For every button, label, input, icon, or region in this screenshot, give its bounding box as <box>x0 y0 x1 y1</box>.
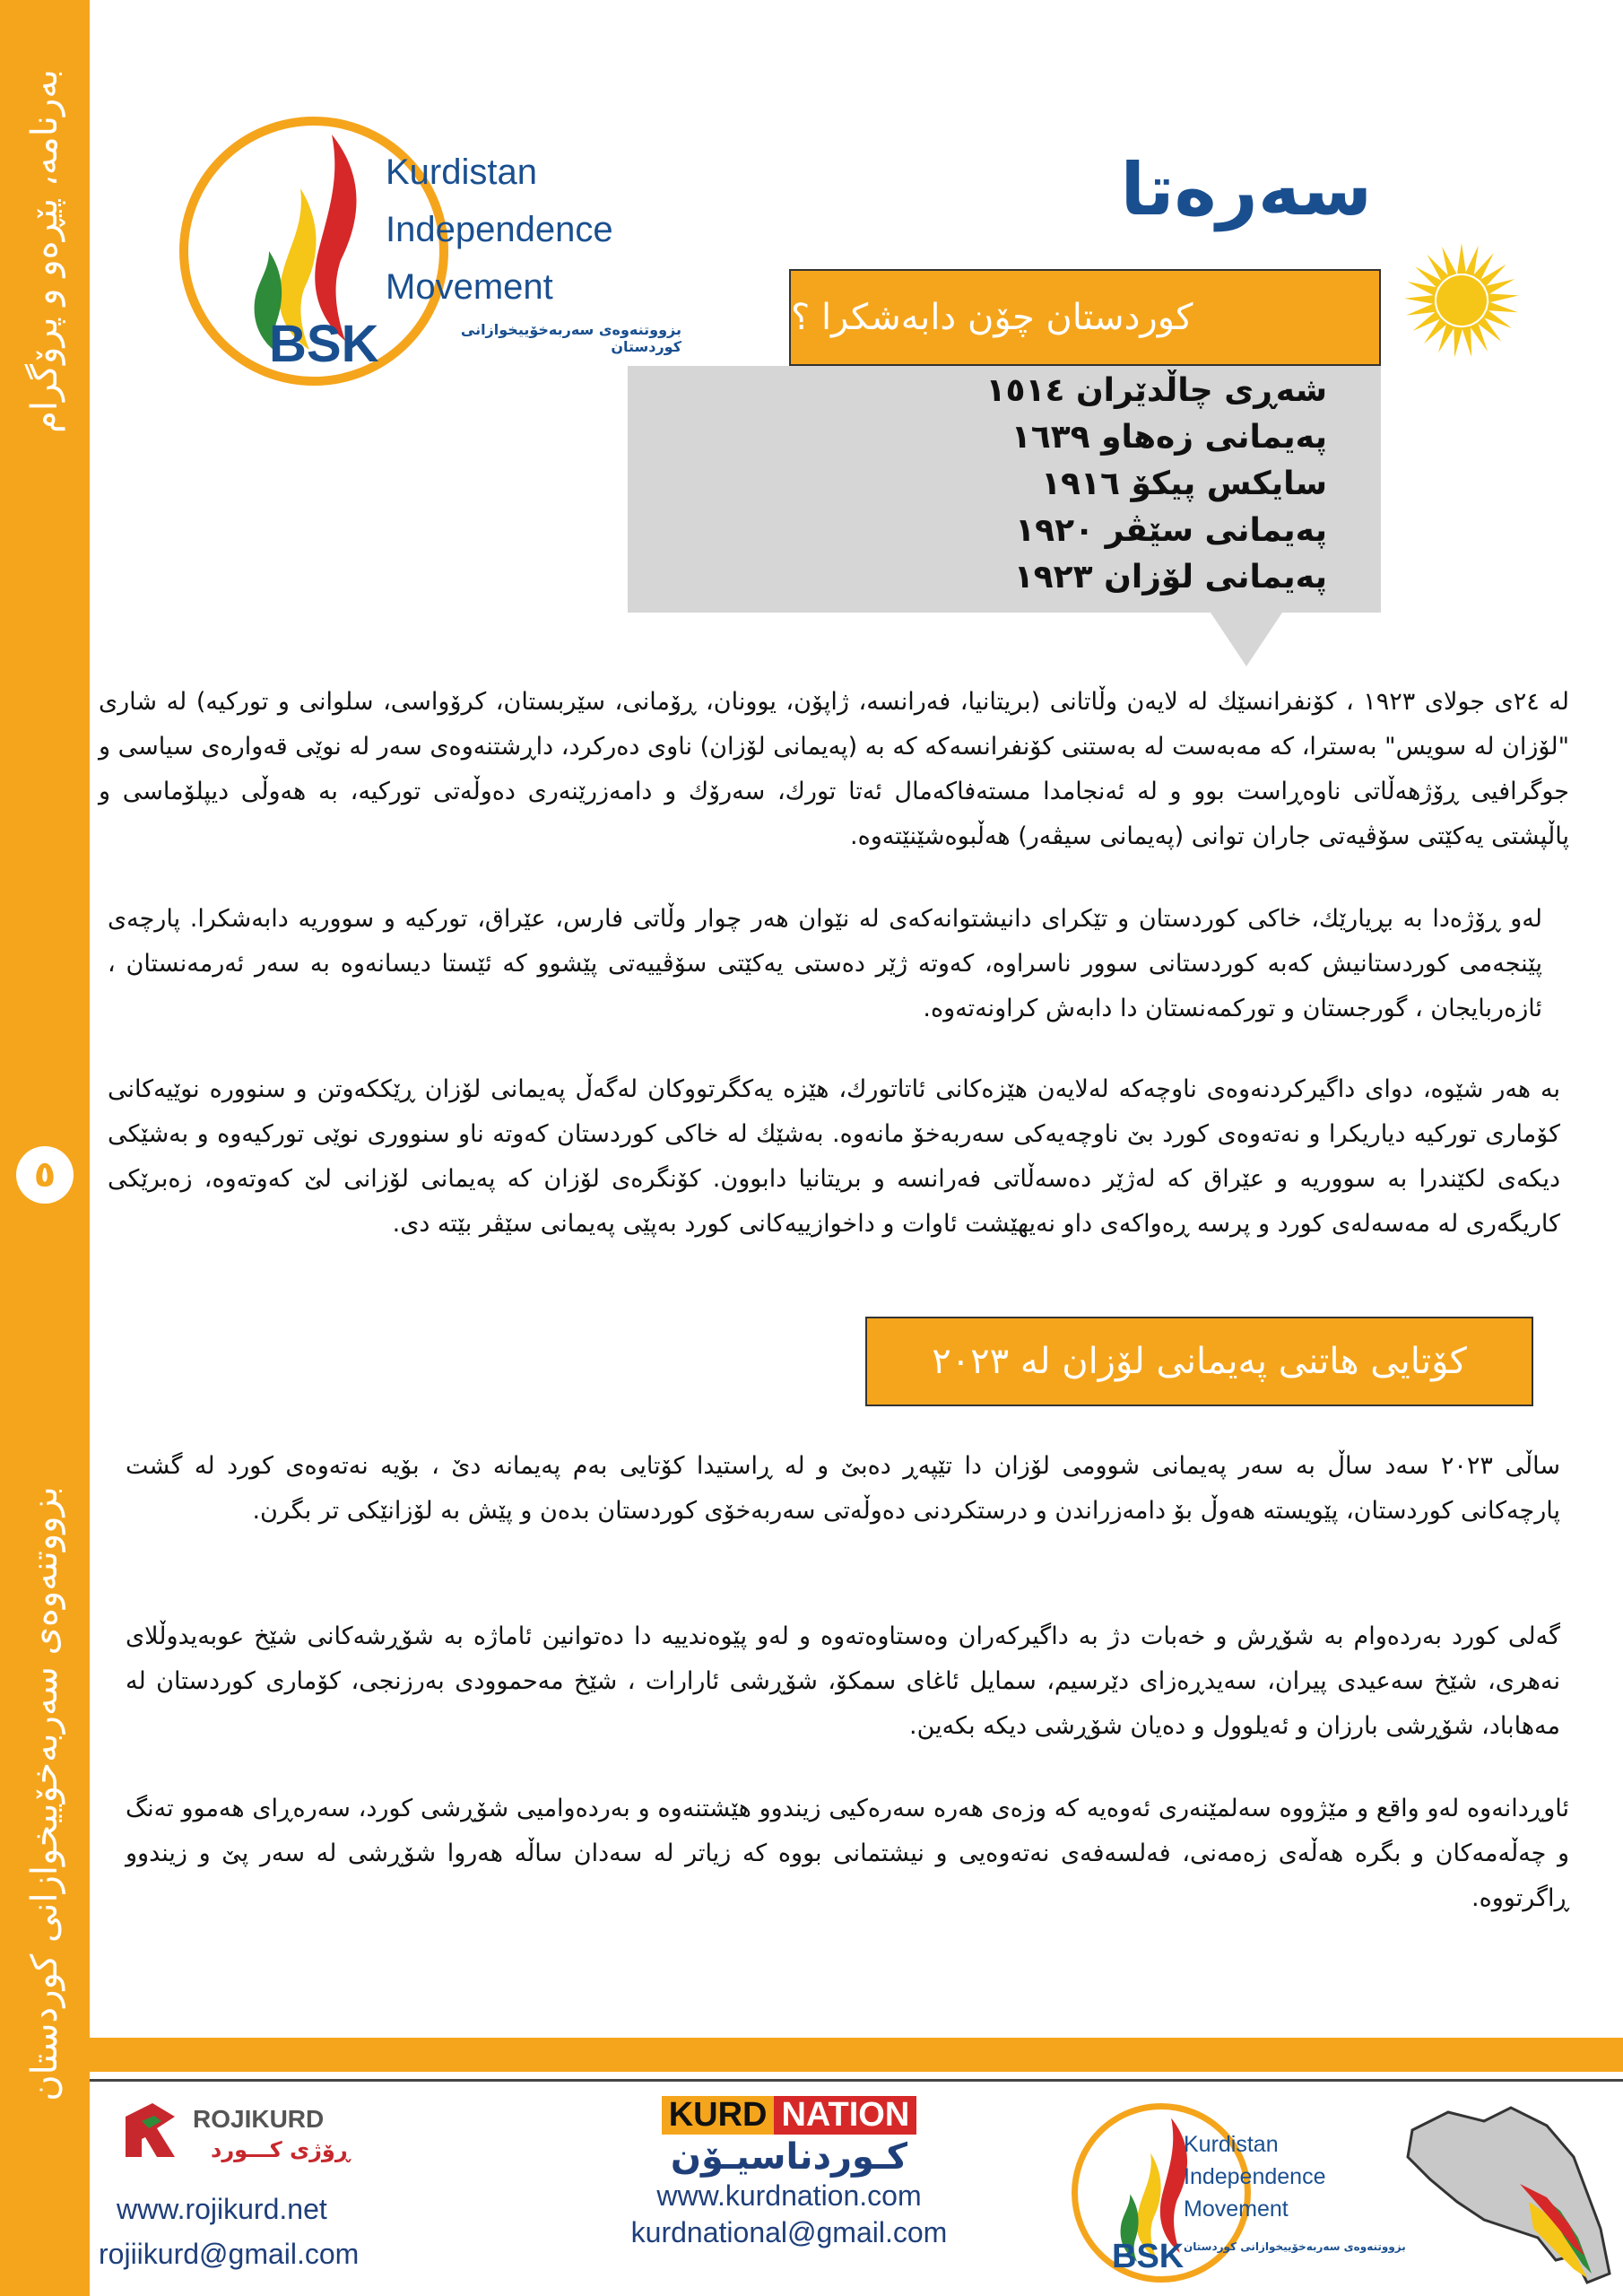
rojikurd-name: ROJIKURD <box>193 2105 325 2133</box>
rojikurd-logo-icon <box>108 2094 188 2175</box>
question-heading: کوردستان چۆن دابەشکرا ؟ <box>789 269 1381 366</box>
rojikurd-kurdish: ڕۆژی کـــورد <box>211 2137 351 2162</box>
rojikurd-email[interactable]: rojiikurd@gmail.com <box>99 2238 360 2270</box>
paragraph-2023: ساڵی ٢٠٢٣ سەد ساڵ بە سەر پەیمانی شوومی لۆزان دا تێپەڕ دەبێ و لە ڕاستیدا کۆتایی بەم پەیمانە دێ ، بۆیە نەتەوەی کورد لە گشت پارچەکانی کوردستان، پێویستە هەوڵ بۆ دامەزراندن و درستکردنی دەوڵەتی سەربەخۆی کوردستان بدەن و پێش بە لۆزانێکی تر بگرن. <box>126 1452 1560 1525</box>
treaty-item: پەیمانی زەهاو ١٦٣٩ <box>1011 419 1327 456</box>
callout-tail <box>1211 613 1282 666</box>
kurdistan-map-icon <box>1394 2094 1614 2296</box>
treaty-item: شەڕی چاڵدێران ١٥١٤ <box>985 372 1327 409</box>
treaty-item: سایکس پیکۆ ١٩١٦ <box>1041 465 1327 502</box>
kurdnation-email[interactable]: kurdnational@gmail.com <box>630 2216 948 2248</box>
rojikurd-website[interactable]: www.rojikurd.net <box>117 2193 327 2225</box>
footer-logo-bsk: BSK <box>1112 2238 1185 2275</box>
section-heading-end-of-lausanne: کۆتایی هاتنی پەیمانی لۆزان لە ٢٠٢٣ <box>865 1317 1533 1406</box>
logo-line3: Movement <box>386 267 553 307</box>
kurdnation-website[interactable]: www.kurdnation.com <box>656 2179 922 2212</box>
sidebar-bottom-text: بزووتنەوەی سەربەخۆییخوازانی کوردستان <box>24 1486 65 2101</box>
footer-logo-line3: Movement <box>1184 2196 1289 2222</box>
kurdnation-block <box>592 2094 986 2296</box>
footer-logo-line2: Independence <box>1184 2164 1326 2189</box>
logo-subtitle: بزووتنەوەی سەربەخۆییخوازانی کوردستان <box>460 321 681 355</box>
paragraph-partition: لەو ڕۆژەدا بە بڕیارێك، خاکی کوردستان و تێکرای دانیشتوانەکەی لە نێوان هەر چوار وڵاتی فارس، عێراق، تورکیە و سووریە دابەشکرا. پارچەی پێنجەمی کوردستانیش کەبە کوردستانی سوور ناسراوە، کەوتە ژێر دەستی یەکێتی سۆڤییەتی پێشوو کە ئێستا دیسانەوە بە سەر ئەرمەنستان ، ئازەربایجان ، گورجستان و تورکمەنستان دا دابەش کراونەتەوە. <box>108 905 1542 1022</box>
logo-bsk: BSK <box>269 315 379 373</box>
logo-line1: Kurdistan <box>386 152 537 192</box>
treaty-list <box>986 368 1327 601</box>
logo-wordmark <box>386 144 613 316</box>
bsk-logo <box>179 108 681 395</box>
kurdnation-logo-part2: NATION <box>774 2096 916 2135</box>
treaty-item: پەیمانی لۆزان ١٩٢٣ <box>1013 559 1327 596</box>
paragraph-consequences: بە هەر شێوە، دوای داگیرکردنەوەی ناوچەکە لەلایەن هێزەکانی ئاتاتورك، هێزە یەکگرتووکان لەگەڵ پەیمانی لۆزان ڕێککەوتن و سنوورە نوێیەکانی کۆماری تورکیە دیاریکرا و نەتەوەی کورد بێ ناوچەیەکی سەربەخۆ مانەوە. بەشێك لە خاکی کوردستان کەوتە ناو سنووری نوێی تورکیەوە و بەشێکی دیکەی لکێندرا بە سووریە و عێراق کە لەژێر دەسەڵاتی فەرانسە و بریتانیا دابوون. کۆنگرەی لۆزان کە پەیمانی لۆزانی لێ کەوتەوە، زەبرێکی کاریگەری لە مەسەلەی کورد و پرسە ڕەواکەی داو نەیهێشت ئاوات و داخوازییەکانی کورد بەپێی پەیمانی سێڤر بێتە دی. <box>108 1075 1560 1238</box>
rojikurd-block <box>99 2094 421 2296</box>
paragraph-revolutions: گەلی کورد بەردەوام بە شۆڕش و خەبات دژ بە داگیرکەران وەستاوەتەوە و لەو پێوەندییە دا دەتوانین ئاماژە بە شۆڕشەکانی شێخ عوبەیدوڵلای نەهری، شێخ سەعیدی پیران، سەیدڕەزای دێرسیم، سمایل ئاغای سمکۆ، شۆڕشی ئارارات ، شێخ مەحموودی بەرزنجی، کۆماری کوردستان لە مەهاباد، شۆڕشی بارزان و ئەیلوول و دەیان شۆڕشی دیکە بکەین. <box>126 1622 1560 1740</box>
footer-bar <box>90 2038 1623 2072</box>
footer-logo-subtitle: بزووتنەوەی سەربەخۆییخوازانی کوردستان <box>1184 2240 1406 2253</box>
kurdnation-logo <box>662 2096 917 2135</box>
kurdnation-kurdish: کـوردناسیـۆن <box>670 2136 908 2178</box>
logo-line2: Independence <box>386 210 613 249</box>
treaty-item: پەیمانی سێڤر ١٩٢٠ <box>1015 512 1327 549</box>
footer-divider <box>90 2079 1623 2082</box>
page-title: سەرەتا <box>1120 148 1372 231</box>
kurdnation-logo-part1: KURD <box>662 2096 775 2135</box>
bsk-logo-footer <box>1072 2103 1448 2296</box>
sidebar-top-text: بەرنامە، پێڕەو و پرۆگرام <box>24 69 65 433</box>
footer-logo-line1: Kurdistan <box>1184 2132 1279 2157</box>
sidebar <box>0 0 90 2296</box>
paragraph-lausanne-conference: لە ٢٤ی جولای ١٩٢٣ ، کۆنفرانسێك لە لایەن وڵاتانی (بریتانیا، فەرانسە، ژاپۆن، یوونان، ڕۆمانی، سێربستان، کرۆواسی، سلوانی و تورکیە) لە شاری "لۆزان لە سویس" بەسترا، کە مەبەست لە بەستنی کۆنفرانسەکە کە بە (پەیمانی لۆزان) ناوی دەرکرد، داڕشتنەوەی سەر لە نوێی قەوارەی سیاسی و جوگرافیی ڕۆژهەڵاتی ناوەڕاست بوو و لە ئەنجامدا مستەفاکەمال ئەتا تورك، سەرۆك و دامەزرێنەری دەوڵەتی تورکیە، بە هەوڵی دیپلۆماسی و پاڵپشتی یەکێتی سۆڤیەتی جاران توانی (پەیمانی سیڤەر) هەڵبوەشێنێتەوە. <box>99 688 1570 850</box>
paragraph-philosophy: ئاوڕدانەوە لەو واقع و مێژووە سەلمێنەری ئەوەیە کە وزەی هەرە سەرەکیی زیندوو هێشتنەوە و بەردەوامیی شۆڕشی کورد، سەرەڕای هەموو تەنگ و چەڵەمەکان و بگرە هەڵەی زەمەنی، فەلسەفەی نەتەوەیی و نیشتمانی بووە کە زیاتر لە سەدان ساڵە هەروا شۆڕشی لە سەر پێ و زیندوو ڕاگرتووە. <box>126 1795 1569 1912</box>
sun-icon <box>1403 242 1520 359</box>
footer-logo-wordmark <box>1184 2128 1325 2225</box>
page-number: ٥ <box>16 1146 74 1204</box>
